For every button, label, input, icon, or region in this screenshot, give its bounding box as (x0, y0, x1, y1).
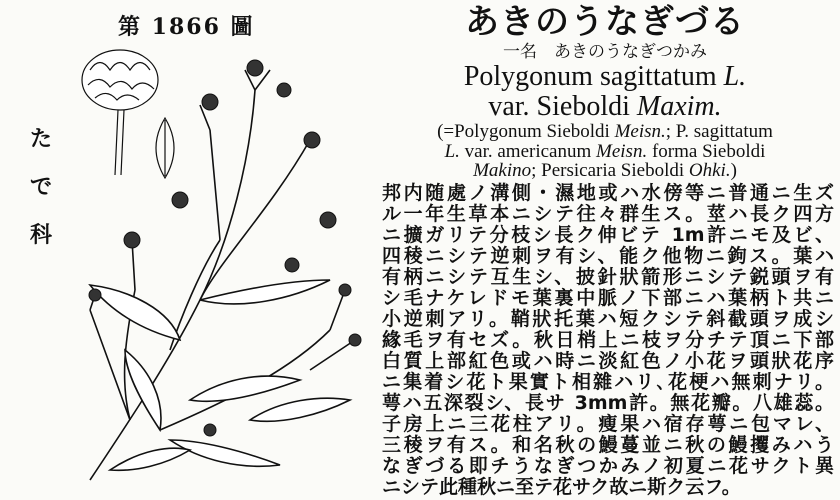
family-char: 科 (29, 222, 52, 248)
synonym-line (374, 122, 836, 142)
description-line: 小逆刺アリ。鞘狀托葉ハ短クシテ斜截頭ヲ成シ (382, 307, 834, 330)
genus-species: Polygonum sagittatum (463, 61, 717, 92)
syn-text: ; Persicaria Sieboldi (531, 160, 685, 181)
text-column (370, 2, 840, 498)
description (382, 183, 834, 498)
scientific-name-line1 (370, 62, 840, 92)
syn-text: (=Polygonum Sieboldi (437, 121, 610, 142)
flower-head-detail (82, 50, 158, 175)
scientific-name-line2 (370, 92, 840, 122)
description-line: 有柄ニシテ互生シ、披針狀箭形ニシテ鋭頭ヲ有 (382, 265, 834, 288)
synonyms (370, 122, 840, 181)
achene-detail (156, 118, 174, 178)
family-label (28, 115, 54, 259)
syn-text: var. americanum (459, 140, 592, 162)
description-line: 邦内随處ノ溝側・濕地或ハ水傍等ニ普通ニ生ズ (382, 181, 834, 204)
syn-text: ) (730, 160, 737, 181)
alternate-name: 一名 あきのうなぎつかみ (503, 42, 707, 62)
syn-text: ; P. sagittatum (665, 121, 773, 142)
description-line: なぎづる即チうなぎつかみノ初夏ニ花サクト異 (382, 454, 834, 477)
family-char: た (29, 126, 52, 152)
description-line: 萼ハ五深裂シ、長サ 3mm許。無花瓣。八雄蕊。 (382, 391, 834, 414)
variety: var. Sieboldi (488, 91, 630, 122)
description-line: シ毛ナケレドモ葉裏中脈ノ下部ニハ葉柄ト共ニ (382, 286, 834, 309)
synonym-line (374, 142, 836, 162)
description-line: ル一年生草本ニシテ往々群生ス。莖ハ長ク四方 (382, 202, 834, 225)
japanese-name: あきのうなぎづる (465, 2, 745, 42)
syn-text: forma Sieboldi (647, 140, 766, 162)
description-line: 緣毛ヲ有セズ。秋日梢上ニ枝ヲ分チテ頂ニ下部 (382, 328, 834, 351)
family-char: で (29, 174, 52, 200)
description-line: 四稜ニシテ逆刺ヲ有シ、能ク他物ニ鉤ス。葉ハ (382, 244, 834, 267)
syn-author: Meisn. (596, 140, 648, 162)
description-line: 子房上ニ三花柱アリ。瘦果ハ宿存萼ニ包マレ、 (382, 412, 834, 435)
figure-number: 第 1866 圖 (118, 14, 255, 40)
description-line: 白質上部紅色或ハ時ニ淡紅色ノ小花ヲ頭狀花序 (382, 349, 834, 372)
plant-illustration (70, 40, 370, 500)
author: L. (723, 61, 747, 92)
description-line: ニシテ此種秋ニ至テ花サク故ニ斯ク云フ。 (382, 475, 741, 498)
syn-author: Ohki. (688, 160, 731, 181)
syn-author: Meisn. (614, 121, 666, 142)
description-line: 三稜ヲ有ス。和名秋の鰻蔓並ニ秋の鰻攫みハう (382, 433, 834, 456)
description-line: ニ擴ガリテ分枝シ長ク伸ビテ 1m許ニモ及ビ、 (382, 223, 834, 246)
description-line: ニ集着シ花ト果實ト相雜ハリ､花梗ハ無刺ナリ。 (382, 370, 834, 393)
syn-author: L. (444, 140, 460, 162)
synonym-line (374, 161, 836, 181)
author: Maxim. (636, 91, 722, 122)
syn-author: Makino (473, 160, 532, 181)
